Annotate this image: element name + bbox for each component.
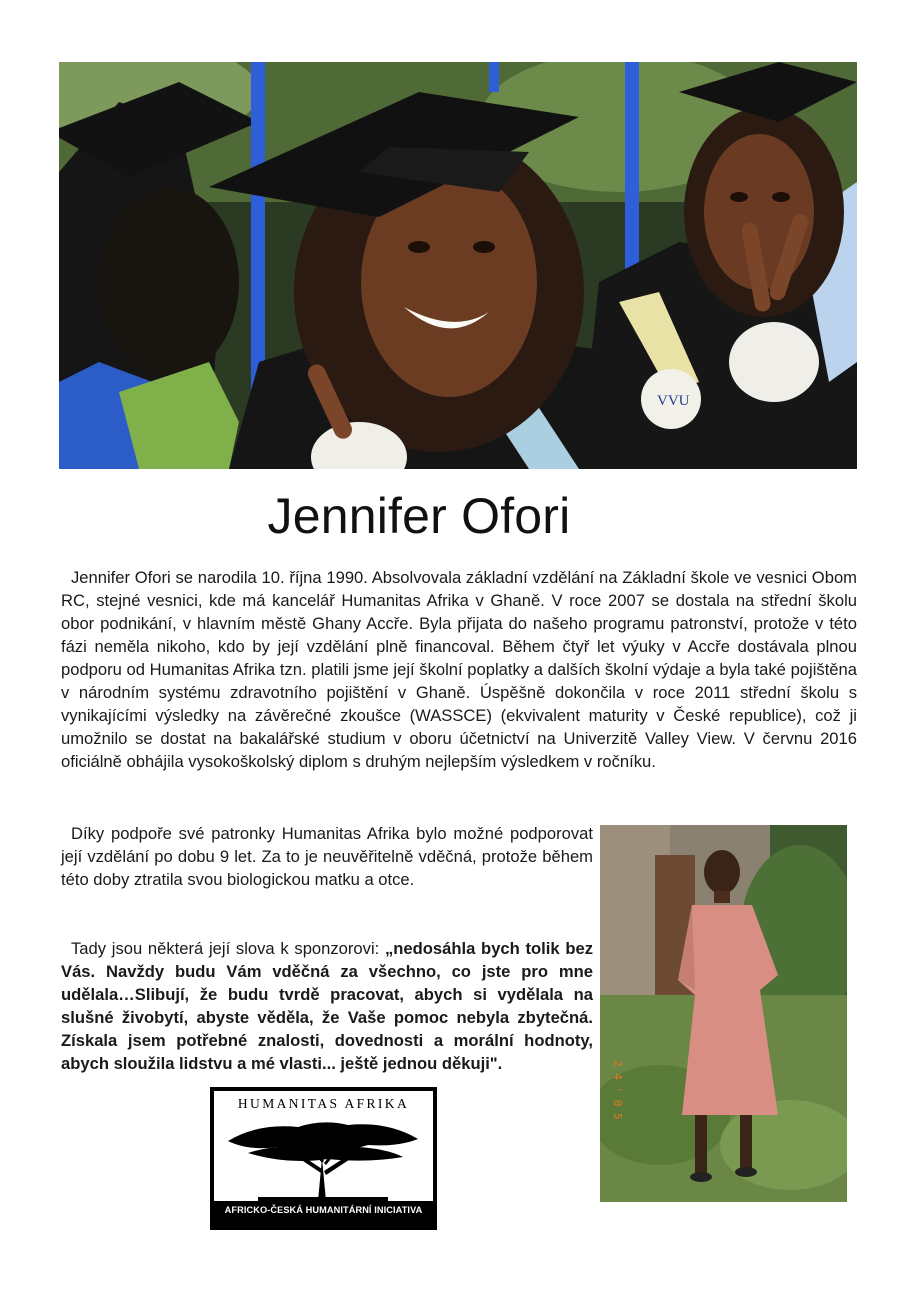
logo-tagline: AFRICKO-ČESKÁ HUMANITÁRNÍ INICIATIVA bbox=[224, 1205, 423, 1215]
quote-paragraph bbox=[61, 937, 593, 1075]
acacia-tree-icon bbox=[218, 1113, 429, 1201]
date-stamp: 2 4 ' 0 5 bbox=[611, 1060, 624, 1120]
portrait-photo bbox=[600, 825, 847, 1202]
humanitas-afrika-logo bbox=[210, 1087, 437, 1230]
support-paragraph: Díky podpoře své patronky Humanitas Afrika bylo možné podporovat její vzdělání po dobu 9 let. Za to je neuvěřitelně vděčná, protože během této doby ztratila svou biologickou matku a otce. bbox=[61, 824, 593, 889]
logo-name: HUMANITAS AFRIKA bbox=[237, 1096, 410, 1111]
sponsor-quote: „nedosáhla bych tolik bez Vás. Navždy budu Vám vděčná za všechno, co jste pro mne udělala…Slibují, že budu tvrdě pracovat, abych si vydělala na slušné živobytí, abyste věděla, že Vaše pomoc nebyla zbytečná. Získala jsem potřebné znalosti, dovednosti a morální hodnoty, abych sloužila lidstvu a mé vlasti... ještě jednou děkuji". bbox=[61, 939, 593, 1073]
page-title: Jennifer Ofori bbox=[267, 488, 571, 544]
graduation-photo bbox=[59, 62, 857, 469]
quote-intro: Tady jsou některá její slova k sponzorovi: bbox=[71, 939, 385, 958]
badge-text: VVU bbox=[657, 393, 690, 409]
logo-top-panel bbox=[214, 1091, 433, 1201]
bio-paragraph: Jennifer Ofori se narodila 10. října 1990. Absolvovala základní vzdělání na Základní škole ve vesnici Obom RC, stejné vesnici, kde má kancelář Humanitas Afrika v Ghaně. V roce 2007 se dostala na střední školu obor podnikání, v hlavním městě Ghany Accře. Byla přijata do našeho programu patronství, protože v této fázi neměla nikoho, kdo by její vzdělání plně financoval. Během čtyř let výuky v Accře dostávala plnou podporu od Humanitas Afrika tzn. platili jsme její školní poplatky a dalších školní výdaje a byla také pojištěna v národním systému zdravotního pojištění v Ghaně. Úspěšně dokončila v roce 2011 střední školu s vynikajícími výsledky na závěrečné zkoušce (WASSCE) (ekvivalent maturity v České republice), což ji umožnilo se dostat na bakalářské studium v oboru účetnictví na Univerzitě Valley View. V červnu 2016 oficiálně obhájila vysokoškolský diplom s druhým nejlepším výsledkem v ročníku. bbox=[61, 568, 857, 771]
